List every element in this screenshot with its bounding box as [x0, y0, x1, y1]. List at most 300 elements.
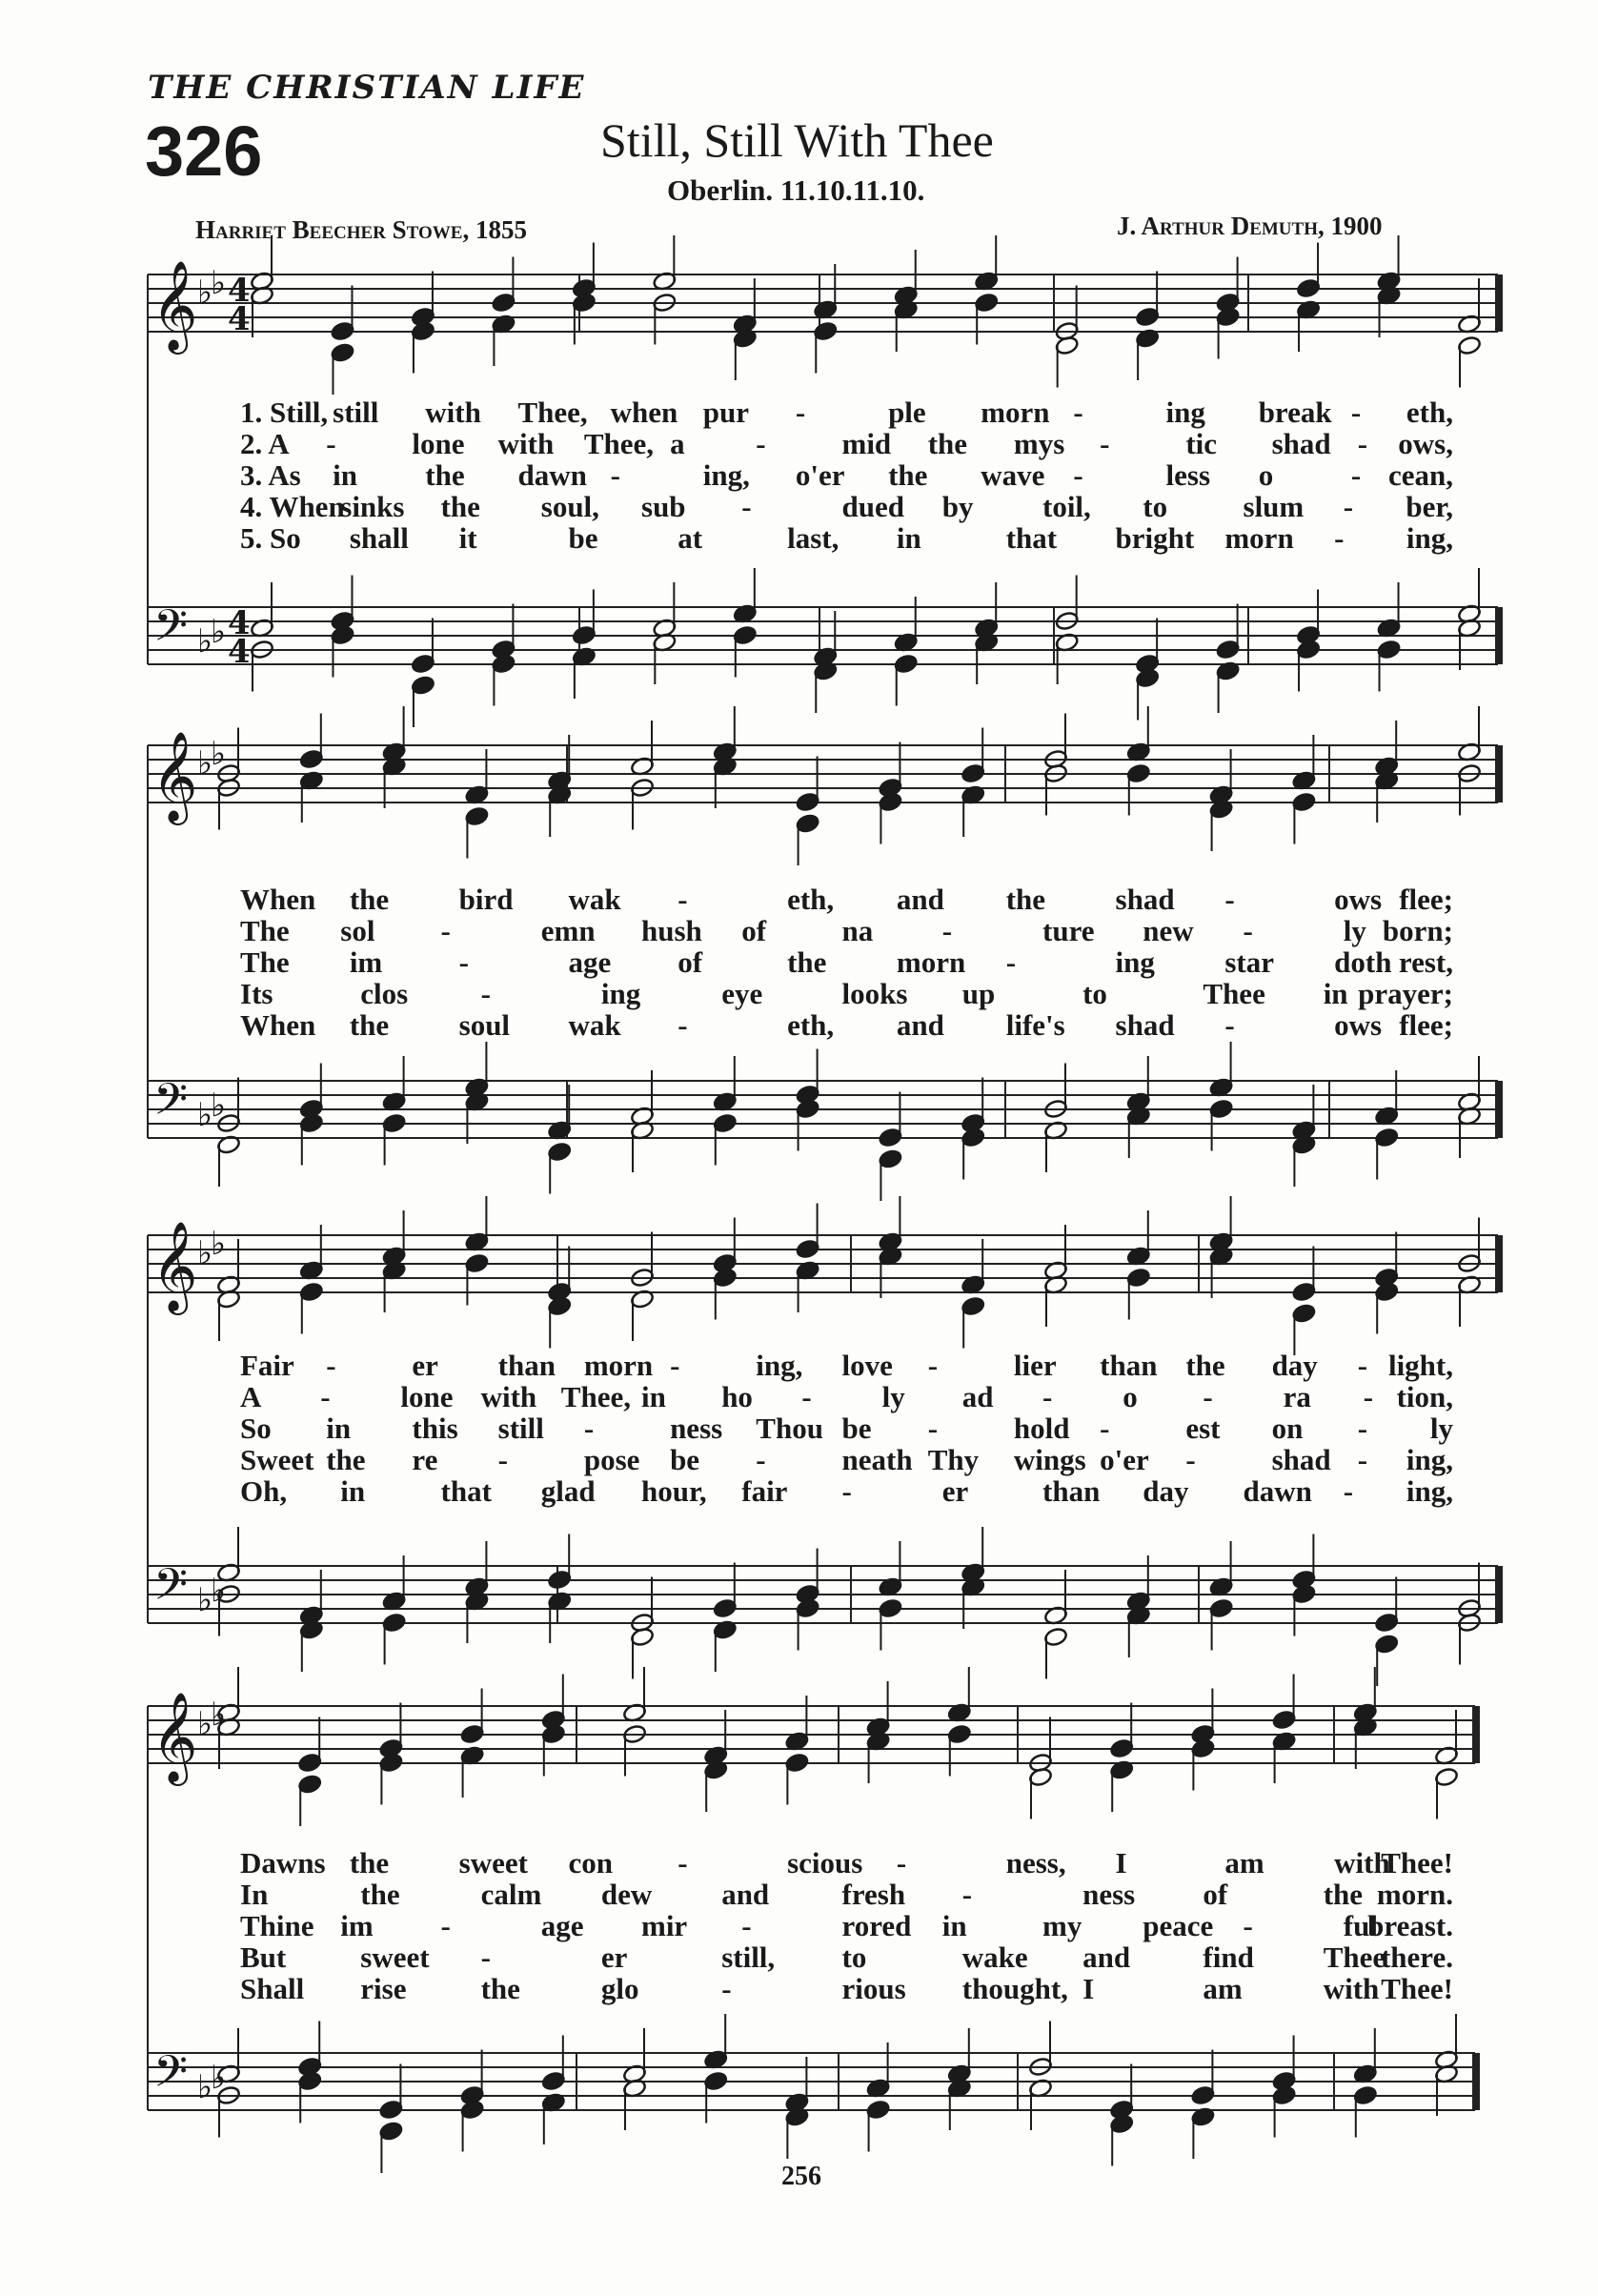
lyric-syllable: -	[1357, 1349, 1368, 1382]
lyric-syllable: tic	[1185, 427, 1218, 460]
lyric-syllable: -	[320, 1380, 331, 1413]
lyric-syllable: sweet	[458, 1846, 528, 1879]
lyric-syllable: that	[440, 1474, 492, 1508]
lyric-syllable: A	[240, 1380, 262, 1413]
lyric-line	[0, 977, 1598, 1009]
lyric-syllable: est	[1185, 1412, 1221, 1445]
lyric-syllable: lone	[412, 427, 465, 460]
lyric-syllable: I	[1115, 1846, 1127, 1879]
treble-clef-icon: 𝄞	[152, 260, 198, 351]
lyric-syllable: calm	[480, 1878, 542, 1911]
lyric-syllable: Thee!	[1381, 1846, 1453, 1879]
lyric-syllable: rest,	[1398, 945, 1453, 979]
flat-icon: ♭	[211, 1696, 227, 1734]
lyric-syllable: life's	[1005, 1008, 1065, 1042]
lyric-syllable: ple	[888, 396, 926, 429]
lyric-syllable: find	[1203, 1940, 1254, 1974]
lyrics-system-2	[0, 883, 1598, 1054]
lyric-syllable: 4. When	[240, 490, 345, 523]
lyric-syllable: soul,	[540, 490, 599, 523]
lyric-syllable: ness,	[1005, 1846, 1066, 1879]
lyric-syllable: still	[333, 396, 379, 429]
lyric-syllable: ing,	[1406, 521, 1453, 555]
lyric-syllable: ho	[721, 1380, 753, 1413]
lyric-syllable: to	[841, 1940, 867, 1974]
lyric-syllable: er	[412, 1349, 438, 1382]
lyric-syllable: hold	[1013, 1412, 1070, 1445]
lyric-syllable: and	[1082, 1940, 1131, 1974]
lyric-syllable: of	[1203, 1878, 1228, 1911]
lyric-syllable: eth,	[1406, 396, 1453, 429]
lyric-syllable: sub	[641, 490, 686, 523]
lyric-syllable: mys	[1013, 427, 1065, 460]
lyric-syllable: o	[1258, 458, 1274, 492]
lyric-syllable: -	[741, 1909, 752, 1942]
lyric-syllable: rored	[841, 1909, 912, 1942]
lyric-syllable: pur	[702, 396, 750, 429]
lyric-syllable: 5. So	[240, 521, 301, 555]
flat-icon: ♭	[211, 613, 227, 651]
final-bar	[1495, 1081, 1503, 1138]
lyric-syllable: light,	[1387, 1349, 1453, 1382]
lyric-syllable: of	[678, 945, 703, 979]
lyrics-system-3	[0, 1349, 1598, 1520]
flat-icon: ♭	[197, 1096, 213, 1134]
lyric-syllable: in	[896, 521, 921, 555]
lyric-syllable: shad	[1271, 1443, 1331, 1476]
lyric-syllable: Thee!	[1381, 1972, 1453, 2005]
final-bar	[1495, 607, 1503, 664]
lyric-syllable: -	[480, 1940, 491, 1974]
lyric-syllable: lier	[1013, 1349, 1057, 1382]
lyric-syllable: cean,	[1387, 458, 1453, 492]
lyric-syllable: -	[961, 1878, 973, 1911]
lyric-syllable: sol	[340, 914, 375, 947]
lyric-syllable: mid	[841, 427, 892, 460]
lyric-syllable: day	[1143, 1474, 1189, 1508]
lyric-syllable: eth,	[787, 883, 835, 916]
flat-icon: ♭	[211, 1572, 227, 1610]
lyric-syllable: dued	[841, 490, 904, 523]
lyric-syllable: the	[425, 458, 465, 492]
lyric-syllable: Thee	[1323, 1940, 1386, 1974]
flat-icon: ♭	[211, 735, 227, 773]
lyric-syllable: eth,	[787, 1008, 835, 1042]
lyric-syllable: wave	[981, 458, 1045, 492]
lyric-syllable: Its	[240, 977, 273, 1010]
lyric-syllable: hour,	[641, 1474, 707, 1508]
lyric-syllable: wake	[961, 1940, 1028, 1974]
lyric-syllable: im	[349, 945, 383, 979]
lyric-syllable: looks	[841, 977, 908, 1010]
lyric-syllable: love	[841, 1349, 893, 1382]
flat-icon: ♭	[197, 274, 213, 312]
lyric-syllable: Thou	[756, 1412, 823, 1445]
lyric-syllable: The	[240, 914, 290, 947]
lyric-syllable: the	[480, 1972, 520, 2005]
lyric-syllable: re	[412, 1443, 438, 1476]
lyric-syllable: -	[610, 458, 620, 492]
lyric-syllable: peace	[1143, 1909, 1214, 1942]
lyric-syllable: the	[440, 490, 480, 523]
lyric-line	[0, 1846, 1598, 1879]
lyric-syllable: -	[678, 1846, 688, 1879]
time-signature: 4	[228, 272, 251, 310]
flat-icon: ♭	[197, 1234, 213, 1272]
lyric-syllable: break	[1258, 396, 1332, 429]
tune-meter: Oberlin. 11.10.11.10.	[667, 173, 925, 207]
lyric-syllable: The	[240, 945, 290, 979]
lyric-syllable: Oh,	[240, 1474, 288, 1508]
lyric-syllable: Thy	[927, 1443, 980, 1476]
lyric-syllable: in	[340, 1474, 366, 1508]
lyric-line	[0, 1380, 1598, 1412]
lyric-syllable: and	[896, 883, 944, 916]
lyric-syllable: wak	[568, 1008, 621, 1042]
lyric-syllable: ture	[1042, 914, 1095, 947]
lyric-syllable: ing	[600, 977, 641, 1010]
lyric-syllable: 3. As	[240, 458, 301, 492]
lyric-syllable: -	[896, 1846, 907, 1879]
hymn-number: 326	[145, 112, 263, 191]
lyric-syllable: -	[497, 1443, 508, 1476]
final-bar	[1495, 1566, 1503, 1623]
lyric-syllable: in	[326, 1412, 352, 1445]
lyric-syllable: prayer;	[1358, 977, 1453, 1010]
lyric-syllable: -	[678, 1008, 688, 1042]
lyric-syllable: bird	[458, 883, 514, 916]
lyric-syllable: a	[670, 427, 685, 460]
lyric-syllable: wings	[1013, 1443, 1086, 1476]
lyric-syllable: clos	[360, 977, 409, 1010]
lyric-syllable: o	[1123, 1380, 1138, 1413]
final-bar	[1495, 1235, 1503, 1292]
lyric-syllable: in	[333, 458, 357, 492]
lyric-syllable: 2. A	[240, 427, 290, 460]
lyric-syllable: -	[440, 914, 451, 947]
lyric-syllable: eye	[721, 977, 763, 1010]
bass-clef-icon: 𝄢	[153, 2046, 189, 2108]
final-bar	[1472, 1706, 1480, 1763]
lyric-syllable: Thee	[1203, 977, 1265, 1010]
lyric-syllable: So	[240, 1412, 272, 1445]
lyric-syllable: -	[1224, 1008, 1235, 1042]
lyric-syllable: ra	[1283, 1380, 1311, 1413]
lyric-syllable: be	[670, 1443, 700, 1476]
lyric-syllable: the	[1005, 883, 1046, 916]
lyric-syllable: the	[1323, 1878, 1364, 1911]
lyric-syllable: less	[1165, 458, 1211, 492]
lyric-syllable: the	[787, 945, 827, 979]
lyric-syllable: soul	[458, 1008, 511, 1042]
lyric-line	[0, 427, 1598, 459]
lyric-syllable: Thee,	[583, 427, 655, 460]
lyric-syllable: -	[326, 427, 336, 460]
lyric-syllable: emn	[540, 914, 596, 947]
lyric-syllable: -	[678, 883, 688, 916]
lyric-syllable: na	[841, 914, 874, 947]
lyric-syllable: than	[497, 1349, 556, 1382]
lyric-syllable: -	[941, 914, 953, 947]
final-bar	[1495, 274, 1503, 332]
lyric-line	[0, 1412, 1598, 1444]
lyric-syllable: the	[349, 1846, 390, 1879]
lyric-syllable: morn	[896, 945, 966, 979]
lyric-syllable: and	[721, 1878, 770, 1911]
lyric-line	[0, 883, 1598, 915]
lyric-syllable: age	[568, 945, 612, 979]
bass-clef-icon: 𝄢	[153, 600, 189, 662]
flat-icon: ♭	[197, 1581, 213, 1619]
lyric-syllable: than	[1042, 1474, 1101, 1508]
lyric-syllable: -	[1185, 1443, 1196, 1476]
lyric-syllable: dawn	[1243, 1474, 1312, 1508]
lyric-syllable: tion,	[1396, 1380, 1453, 1413]
lyric-line	[0, 521, 1598, 554]
lyric-syllable: -	[1203, 1380, 1213, 1413]
flat-icon: ♭	[197, 2068, 213, 2106]
lyric-syllable: born;	[1382, 914, 1453, 947]
lyric-syllable: with	[480, 1380, 537, 1413]
lyric-syllable: ing,	[1406, 1474, 1453, 1508]
lyric-line	[0, 1909, 1598, 1941]
lyric-syllable: ly	[1429, 1412, 1453, 1445]
lyric-syllable: -	[756, 427, 766, 460]
lyric-line	[0, 1474, 1598, 1507]
lyric-syllable: in	[641, 1380, 666, 1413]
lyric-syllable: when	[610, 396, 678, 429]
lyric-syllable: -	[1350, 396, 1362, 429]
lyric-syllable: ing	[1115, 945, 1155, 979]
lyric-syllable: Thee,	[560, 1380, 631, 1413]
lyric-syllable: ness	[1082, 1878, 1136, 1911]
lyric-syllable: lone	[400, 1380, 454, 1413]
lyric-syllable: -	[1357, 1443, 1368, 1476]
final-bar	[1472, 2053, 1480, 2110]
flat-icon: ♭	[197, 1705, 213, 1743]
lyric-syllable: the	[360, 1878, 400, 1911]
lyric-syllable: -	[1350, 458, 1362, 492]
lyric-syllable: glad	[540, 1474, 596, 1508]
lyric-syllable: ing,	[756, 1349, 803, 1382]
lyric-syllable: to	[1082, 977, 1107, 1010]
lyric-syllable: I	[1082, 1972, 1095, 2005]
lyric-syllable: slum	[1243, 490, 1305, 523]
lyric-syllable: to	[1143, 490, 1168, 523]
lyric-syllable: -	[741, 490, 752, 523]
lyrics-system-4	[0, 1846, 1598, 2018]
lyric-syllable: ows,	[1398, 427, 1453, 460]
lyric-syllable: ing	[1165, 396, 1205, 429]
lyric-line	[0, 458, 1598, 491]
flat-icon: ♭	[211, 1087, 227, 1125]
lyric-line	[0, 1008, 1598, 1041]
lyric-syllable: the	[927, 427, 968, 460]
lyric-syllable: the	[888, 458, 928, 492]
lyric-syllable: shad	[1271, 427, 1331, 460]
bass-clef-icon: 𝄢	[153, 1074, 189, 1136]
lyric-syllable: -	[927, 1412, 939, 1445]
lyric-syllable: o'er	[795, 458, 845, 492]
lyric-syllable: scious	[787, 1846, 863, 1879]
lyric-syllable: ly	[1343, 914, 1366, 947]
lyric-syllable: -	[1334, 521, 1345, 555]
hymn-title: Still, Still With Thee	[600, 113, 994, 167]
lyric-syllable: -	[1005, 945, 1017, 979]
lyric-syllable: er	[941, 1474, 969, 1508]
flat-icon: ♭	[211, 1225, 227, 1263]
lyric-syllable: am	[1203, 1972, 1243, 2005]
lyric-syllable: -	[1343, 490, 1354, 523]
lyric-syllable: morn	[1224, 521, 1294, 555]
lyric-syllable: hush	[641, 914, 702, 947]
lyric-syllable: -	[458, 945, 469, 979]
lyric-syllable: -	[1100, 427, 1110, 460]
flat-icon: ♭	[211, 2059, 227, 2097]
lyric-syllable: ly	[881, 1380, 905, 1413]
lyric-syllable: thought,	[961, 1972, 1068, 2005]
lyric-syllable: age	[540, 1909, 584, 1942]
lyric-syllable: still,	[721, 1940, 776, 1974]
lyric-syllable: this	[412, 1412, 458, 1445]
lyric-syllable: doth	[1334, 945, 1392, 979]
lyric-syllable: the	[1185, 1349, 1225, 1382]
lyric-syllable: ness	[670, 1412, 723, 1445]
lyric-syllable: -	[927, 1349, 939, 1382]
lyric-syllable: with	[425, 396, 481, 429]
lyric-syllable: up	[961, 977, 996, 1010]
lyric-syllable: ber,	[1406, 490, 1453, 523]
lyric-syllable: bright	[1115, 521, 1195, 555]
lyric-syllable: 1. Still,	[240, 396, 329, 429]
lyric-syllable: last,	[787, 521, 839, 555]
flat-icon: ♭	[197, 744, 213, 782]
lyric-syllable: -	[795, 396, 806, 429]
treble-clef-icon: 𝄞	[152, 1221, 198, 1311]
lyric-syllable: by	[941, 490, 974, 523]
lyric-syllable: -	[670, 1349, 680, 1382]
lyric-syllable: it	[458, 521, 477, 555]
lyric-syllable: at	[678, 521, 703, 555]
lyric-syllable: -	[1357, 427, 1368, 460]
lyric-syllable: o'er	[1100, 1443, 1149, 1476]
lyric-syllable: sweet	[360, 1940, 430, 1974]
lyric-syllable: star	[1224, 945, 1275, 979]
lyric-syllable: be	[568, 521, 598, 555]
lyric-syllable: ows	[1334, 1008, 1383, 1042]
lyric-line	[0, 1349, 1598, 1381]
lyric-syllable: con	[568, 1846, 613, 1879]
lyric-syllable: the	[349, 1008, 390, 1042]
lyric-syllable: breast.	[1367, 1909, 1453, 1942]
lyric-syllable: Shall	[240, 1972, 305, 2005]
lyric-syllable: dawn	[517, 458, 587, 492]
lyric-line	[0, 1972, 1598, 2004]
lyric-syllable: the	[326, 1443, 366, 1476]
final-bar	[1495, 745, 1503, 803]
time-signature: 4	[228, 300, 251, 338]
lyric-line	[0, 396, 1598, 428]
lyric-syllable: When	[240, 1008, 316, 1042]
lyric-syllable: glo	[600, 1972, 639, 2005]
page-number: 256	[781, 2162, 821, 2191]
music-composer: J. Arthur Demuth, 1900	[1117, 212, 1383, 240]
lyric-syllable: morn.	[1376, 1878, 1453, 1911]
lyric-syllable: flee;	[1399, 1008, 1453, 1042]
lyric-syllable: day	[1271, 1349, 1318, 1382]
lyric-syllable: fresh	[841, 1878, 906, 1911]
treble-clef-icon: 𝄞	[152, 731, 198, 822]
lyric-syllable: -	[756, 1443, 766, 1476]
time-signature: 4	[228, 604, 251, 642]
lyric-syllable: -	[721, 1972, 732, 2005]
lyric-syllable: ing,	[1406, 1443, 1453, 1476]
lyric-syllable: ful	[1343, 1909, 1378, 1942]
lyric-syllable: the	[349, 883, 390, 916]
lyric-syllable: -	[801, 1380, 812, 1413]
lyric-syllable: im	[340, 1909, 374, 1942]
lyric-line	[0, 1443, 1598, 1475]
lyric-syllable: er	[600, 1940, 628, 1974]
lyric-syllable: in	[941, 1909, 967, 1942]
lyric-syllable: with	[1334, 1846, 1390, 1879]
lyric-syllable: wak	[568, 883, 621, 916]
lyric-syllable: -	[1224, 883, 1235, 916]
lyric-syllable: am	[1224, 1846, 1264, 1879]
lyric-syllable: Dawns	[240, 1846, 326, 1879]
lyric-syllable: -	[583, 1412, 595, 1445]
lyric-syllable: neath	[841, 1443, 913, 1476]
lyric-syllable: with	[497, 427, 555, 460]
lyric-syllable: -	[480, 977, 491, 1010]
lyric-syllable: with	[1323, 1972, 1380, 2005]
lyric-syllable: rious	[841, 1972, 906, 2005]
section-heading: THE CHRISTIAN LIFE	[148, 69, 586, 107]
text-author: Harriet Beecher Stowe, 1855	[195, 215, 527, 244]
lyric-syllable: Thine	[240, 1909, 314, 1942]
lyric-syllable: ing,	[702, 458, 750, 492]
lyric-syllable: -	[1243, 914, 1253, 947]
lyrics-system-1	[0, 396, 1598, 567]
lyric-syllable: -	[1073, 396, 1083, 429]
lyric-syllable: -	[1100, 1412, 1110, 1445]
treble-clef-icon: 𝄞	[152, 1692, 198, 1782]
lyric-syllable: Thee,	[517, 396, 588, 429]
lyric-line	[0, 945, 1598, 978]
lyric-line	[0, 1940, 1598, 1973]
lyric-line	[0, 1878, 1598, 1910]
lyric-syllable: mir	[641, 1909, 688, 1942]
lyric-syllable: -	[1243, 1909, 1253, 1942]
lyric-syllable: shall	[349, 521, 409, 555]
lyric-syllable: dew	[600, 1878, 653, 1911]
lyric-syllable: still	[497, 1412, 544, 1445]
lyric-syllable: In	[240, 1878, 269, 1911]
lyric-syllable: -	[841, 1474, 852, 1508]
lyric-syllable: that	[1005, 521, 1058, 555]
lyric-syllable: -	[1343, 1474, 1354, 1508]
lyric-syllable: morn	[981, 396, 1050, 429]
lyric-syllable: toil,	[1042, 490, 1091, 523]
lyric-syllable: -	[1042, 1380, 1053, 1413]
lyric-line	[0, 490, 1598, 522]
flat-icon: ♭	[211, 264, 227, 302]
lyric-syllable: When	[240, 883, 316, 916]
lyric-syllable: -	[326, 1349, 336, 1382]
lyric-syllable: ows	[1334, 883, 1383, 916]
lyric-syllable: of	[741, 914, 767, 947]
lyric-syllable: morn	[583, 1349, 654, 1382]
